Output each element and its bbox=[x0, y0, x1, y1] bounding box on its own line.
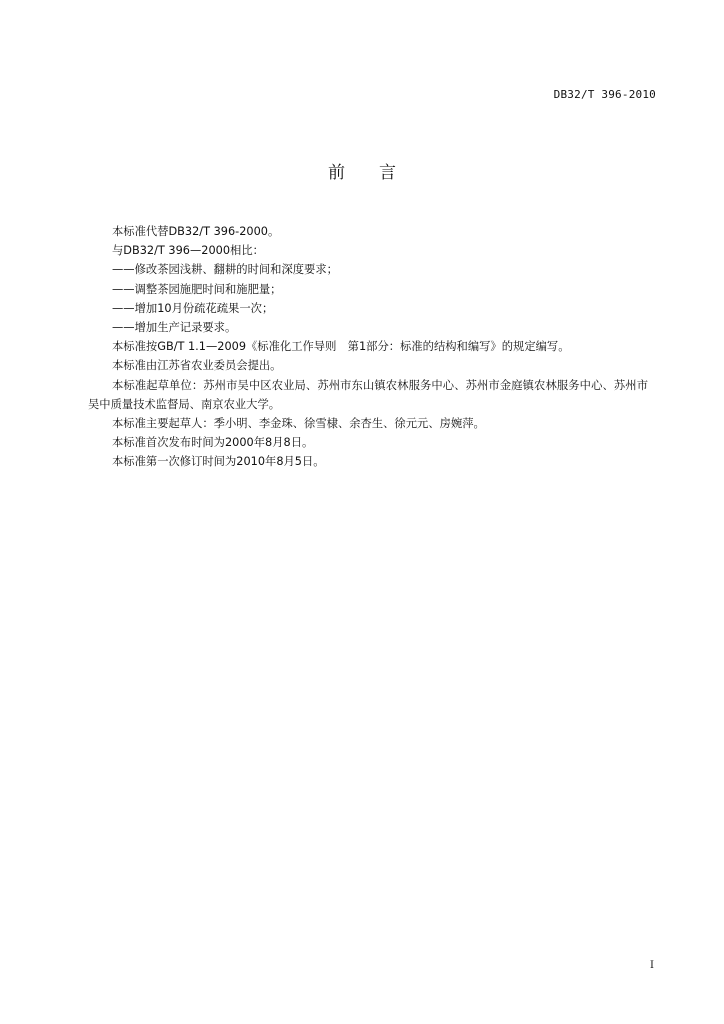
paragraph-first-revision: 本标准第一次修订时间为2010年8月5日。 bbox=[112, 455, 325, 469]
paragraph-compared: 与DB32/T 396—2000相比： bbox=[112, 244, 264, 258]
paragraph-proposer: 本标准由江苏省农业委员会提出。 bbox=[112, 359, 282, 373]
paragraph-first-release: 本标准首次发布时间为2000年8月8日。 bbox=[112, 436, 314, 450]
page-number: I bbox=[650, 960, 654, 971]
paragraph-drafters: 本标准主要起草人：季小明、李金珠、徐雪棣、余杏生、徐元元、房婉萍。 bbox=[112, 417, 485, 431]
change-item-records: ——增加生产记录要求。 bbox=[112, 321, 237, 335]
change-item-thinning: ——增加10月份疏花疏果一次； bbox=[112, 301, 274, 315]
foreword-body bbox=[88, 222, 648, 472]
standard-code: DB32/T 396-2010 bbox=[553, 88, 656, 101]
change-item-tillage: ——修改茶园浅耕、翻耕的时间和深度要求； bbox=[112, 263, 338, 277]
page-title: 前 言 bbox=[328, 163, 396, 183]
change-item-fertilization: ——调整茶园施肥时间和施肥量； bbox=[112, 282, 282, 296]
paragraph-drafting-rules: 本标准按GB/T 1.1—2009《标准化工作导则 第1部分：标准的结构和编写》的规定编写。 bbox=[112, 340, 570, 354]
paragraph-drafting-units: 本标准起草单位：苏州市吴中区农业局、苏州市东山镇农林服务中心、苏州市金庭镇农林服务中心、苏州市吴中质量技术监督局、南京农业大学。 bbox=[88, 378, 648, 411]
paragraph-replaces: 本标准代替DB32/T 396-2000。 bbox=[112, 225, 280, 238]
